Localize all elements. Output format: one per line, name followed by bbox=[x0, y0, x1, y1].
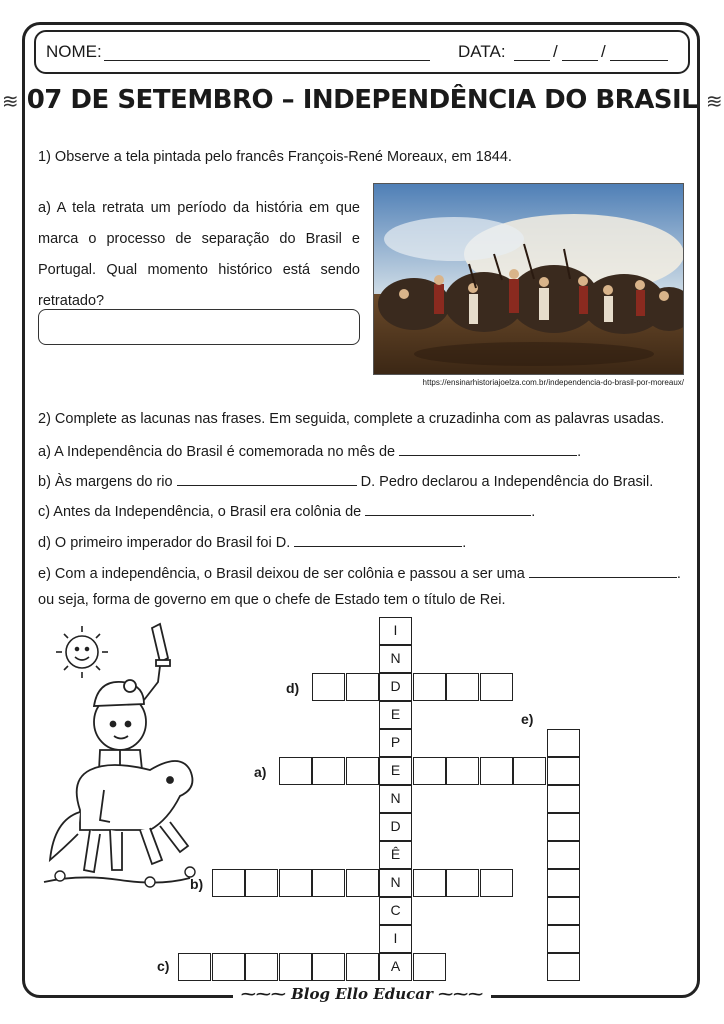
question-2c: c) Antes da Independência, o Brasil era colônia de . bbox=[38, 501, 535, 521]
sparkle-left-icon: ≋ bbox=[1, 89, 19, 113]
crossword-cell-vertical[interactable]: A bbox=[379, 953, 412, 981]
date-separator: / bbox=[553, 42, 558, 61]
clue-label-b: b) bbox=[190, 876, 204, 892]
date-year-field[interactable] bbox=[610, 60, 668, 61]
name-label: NOME: bbox=[46, 42, 102, 61]
crossword-cell[interactable] bbox=[279, 953, 312, 981]
sun-icon bbox=[56, 626, 108, 678]
date-month-field[interactable] bbox=[562, 60, 598, 61]
crossword-cell[interactable] bbox=[547, 813, 580, 841]
crossword-cell[interactable] bbox=[346, 869, 379, 897]
clue-label-a: a) bbox=[254, 764, 267, 780]
crossword-cell[interactable] bbox=[346, 673, 379, 701]
crossword-cell[interactable] bbox=[547, 757, 580, 785]
clue-label-c: c) bbox=[157, 958, 170, 974]
crossword-cell-vertical[interactable]: P bbox=[379, 729, 412, 757]
blank-2d[interactable] bbox=[294, 532, 462, 547]
crossword-cell[interactable] bbox=[413, 953, 446, 981]
crossword-cell[interactable] bbox=[547, 869, 580, 897]
footer-brand: Blog Ello Educar bbox=[291, 985, 433, 1003]
page-title: 07 DE SETEMBRO – INDEPENDÊNCIA DO BRASIL bbox=[26, 85, 698, 115]
crossword-cell[interactable] bbox=[446, 869, 479, 897]
clue-label-e: e) bbox=[521, 711, 534, 727]
crossword-cell-vertical[interactable]: N bbox=[379, 785, 412, 813]
crossword-cell[interactable] bbox=[312, 673, 345, 701]
crossword-cell-vertical[interactable]: E bbox=[379, 701, 412, 729]
crossword-cell[interactable] bbox=[245, 869, 278, 897]
crossword-cell[interactable] bbox=[547, 729, 580, 757]
crossword-cell[interactable] bbox=[312, 757, 345, 785]
crossword-cell[interactable] bbox=[212, 953, 245, 981]
crossword-cell[interactable] bbox=[279, 869, 312, 897]
crossword-cell[interactable] bbox=[178, 953, 211, 981]
crossword-cell[interactable] bbox=[446, 673, 479, 701]
crossword-cell[interactable] bbox=[346, 757, 379, 785]
footer-right-ornament: ⁓⁓⁓ bbox=[432, 985, 484, 1003]
question-1a-text: a) A tela retrata um período da história em que marca o processo de separação do Brasil e Portugal. Qual momento histórico está sendo retratado? bbox=[38, 200, 360, 309]
crossword-cell[interactable] bbox=[312, 869, 345, 897]
question-2a: a) A Independência do Brasil é comemorada no mês de . bbox=[38, 441, 581, 461]
crossword-cell[interactable] bbox=[312, 953, 345, 981]
question-2-prompt: 2) Complete as lacunas nas frases. Em seguida, complete a cruzadinha com as palavras usadas. bbox=[38, 411, 665, 427]
name-field[interactable] bbox=[104, 60, 430, 61]
crossword-cell-vertical[interactable]: N bbox=[379, 869, 412, 897]
crossword-cell[interactable] bbox=[245, 953, 278, 981]
question-1-prompt: 1) Observe a tela pintada pelo francês François-René Moreaux, em 1844. bbox=[38, 149, 512, 165]
crossword-cell-vertical[interactable]: D bbox=[379, 813, 412, 841]
blank-2e[interactable] bbox=[529, 563, 677, 578]
sparkle-right-icon: ≋ bbox=[705, 89, 723, 113]
page-title-row bbox=[0, 85, 724, 115]
name-date-bar bbox=[34, 30, 690, 74]
crossword-cell-vertical[interactable]: I bbox=[379, 925, 412, 953]
date-label: DATA: bbox=[458, 42, 506, 61]
question-2e: e) Com a independência, o Brasil deixou de ser colônia e passou a ser uma . bbox=[38, 563, 681, 583]
crossword-cell-vertical[interactable]: C bbox=[379, 897, 412, 925]
painting-image bbox=[373, 183, 684, 375]
crossword-cell[interactable] bbox=[446, 757, 479, 785]
clue-label-d: d) bbox=[286, 680, 300, 696]
crossword-cell-vertical[interactable]: Ê bbox=[379, 841, 412, 869]
horse-rider-drawing bbox=[44, 624, 192, 883]
crossword-cell[interactable] bbox=[480, 869, 513, 897]
illustration-pedro-horse bbox=[40, 620, 210, 920]
crossword-cell[interactable] bbox=[513, 757, 546, 785]
crossword-cell[interactable] bbox=[413, 673, 446, 701]
crossword-cell-vertical[interactable]: E bbox=[379, 757, 412, 785]
question-2b: b) Às margens do rio D. Pedro declarou a Independência do Brasil. bbox=[38, 471, 653, 491]
blank-2a[interactable] bbox=[399, 441, 577, 456]
blank-2c[interactable] bbox=[365, 501, 531, 516]
crossword-cell[interactable] bbox=[480, 757, 513, 785]
crossword-cell[interactable] bbox=[212, 869, 245, 897]
footer bbox=[0, 985, 724, 1003]
crossword-cell-vertical[interactable]: I bbox=[379, 617, 412, 645]
crossword-cell[interactable] bbox=[547, 897, 580, 925]
date-day-field[interactable] bbox=[514, 60, 550, 61]
crossword-cell[interactable] bbox=[547, 953, 580, 981]
crossword-cell[interactable] bbox=[346, 953, 379, 981]
image-credit: https://ensinarhistoriajoelza.com.br/independencia-do-brasil-por-moreaux/ bbox=[422, 378, 684, 387]
crossword-cell[interactable] bbox=[547, 785, 580, 813]
crossword-cell-vertical[interactable]: N bbox=[379, 645, 412, 673]
crossword-cell[interactable] bbox=[480, 673, 513, 701]
crossword-cell[interactable] bbox=[547, 925, 580, 953]
crossword-cell[interactable] bbox=[279, 757, 312, 785]
question-2d: d) O primeiro imperador do Brasil foi D. . bbox=[38, 532, 466, 552]
blank-2b[interactable] bbox=[177, 471, 357, 486]
question-2e-line2: ou seja, forma de governo em que o chefe de Estado tem o título de Rei. bbox=[38, 592, 506, 608]
crossword-cell[interactable] bbox=[413, 757, 446, 785]
answer-1a-box[interactable] bbox=[38, 309, 360, 345]
crossword-cell-vertical[interactable]: D bbox=[379, 673, 412, 701]
crossword-cell[interactable] bbox=[413, 869, 446, 897]
date-separator: / bbox=[601, 42, 606, 61]
footer-left-ornament: ⁓⁓⁓ bbox=[240, 985, 292, 1003]
crossword-cell[interactable] bbox=[547, 841, 580, 869]
